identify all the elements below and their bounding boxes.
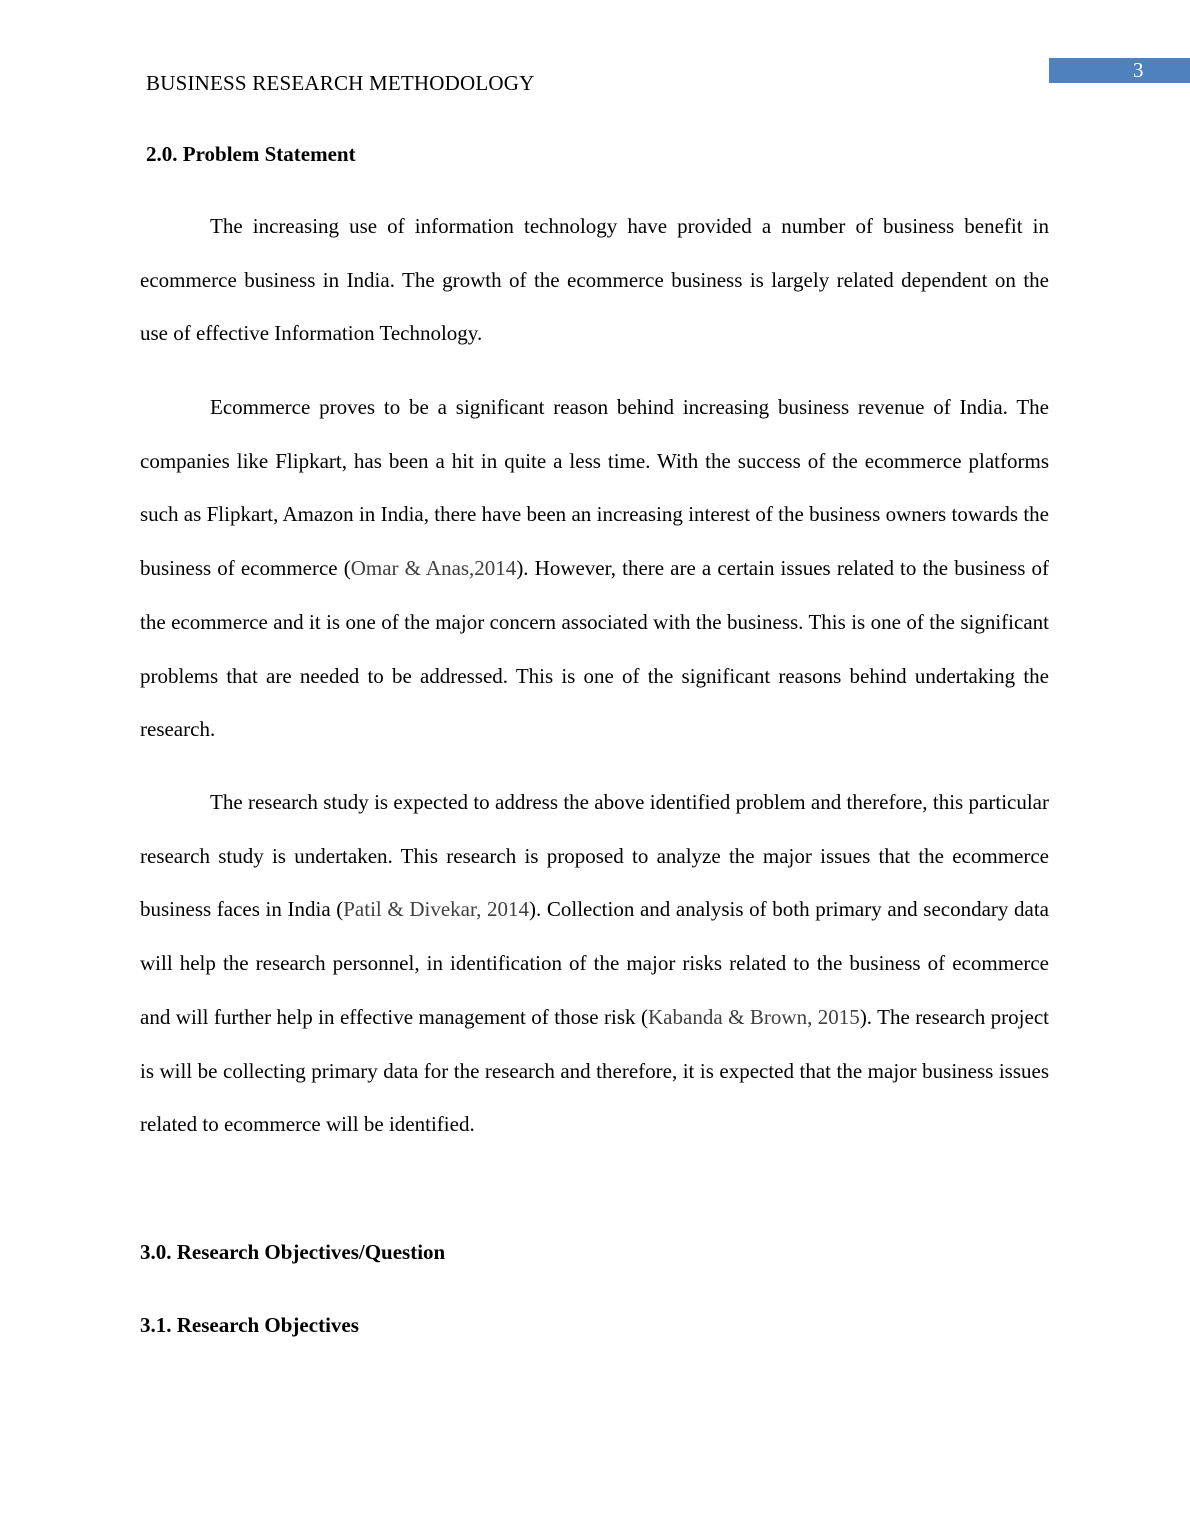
citation-omar-anas: Omar & Anas,2014	[350, 556, 517, 581]
paragraph-2-text-before: Ecommerce proves to be a significant reason behind increasing business revenue of India. The companies like Flipkart, has been a hit in quite a less time. With the success of the ecommerce platforms such as Flipkart, Amazon in India, there have been an increasing interest of the business owners towards the business of ecommerce (	[140, 395, 1049, 581]
citation-kabanda-brown: Kabanda & Brown, 2015	[648, 1004, 860, 1029]
page-number: 3	[1133, 58, 1144, 82]
research-objectives-question-heading: 3.0. Research Objectives/Question	[140, 1240, 446, 1264]
citation-patil-divekar: Patil & Divekar, 2014	[343, 897, 529, 922]
research-objectives-heading: 3.1. Research Objectives	[140, 1313, 359, 1337]
problem-statement-heading: 2.0. Problem Statement	[146, 142, 356, 166]
page-number-box	[1049, 58, 1190, 83]
paragraph-3-text-before: The research study is expected to address the above identified problem and therefore, this particular research study is undertaken. This research is proposed to analyze the major issues that the ecommerce business faces in India (	[140, 790, 1049, 922]
paragraph-1	[140, 200, 1049, 361]
paragraph-2-text-after: ). However, there are a certain issues related to the business of the ecommerce and it is one of the major concern associated with the business. This is one of the significant problems that are needed to be addressed. This is one of the significant reasons behind undertaking the research.	[140, 556, 1049, 742]
paragraph-3-text-middle: ). Collection and analysis of both primary and secondary data will help the research personnel, in identification of the major risks related to the business of ecommerce and will further help in effective management of those risk (	[140, 897, 1049, 1029]
paragraph-3	[140, 776, 1049, 1152]
running-head: BUSINESS RESEARCH METHODOLOGY	[146, 71, 535, 95]
paragraph-2	[140, 381, 1049, 757]
paragraph-3-text-after: ). The research project is will be collecting primary data for the research and therefore, it is expected that the major business issues related to ecommerce will be identified.	[140, 1004, 1049, 1137]
paragraph-1-text: The increasing use of information technology have provided a number of business benefit in ecommerce business in India. The growth of the ecommerce business is largely related dependent on the use of effective Information Technology.	[140, 214, 1049, 346]
